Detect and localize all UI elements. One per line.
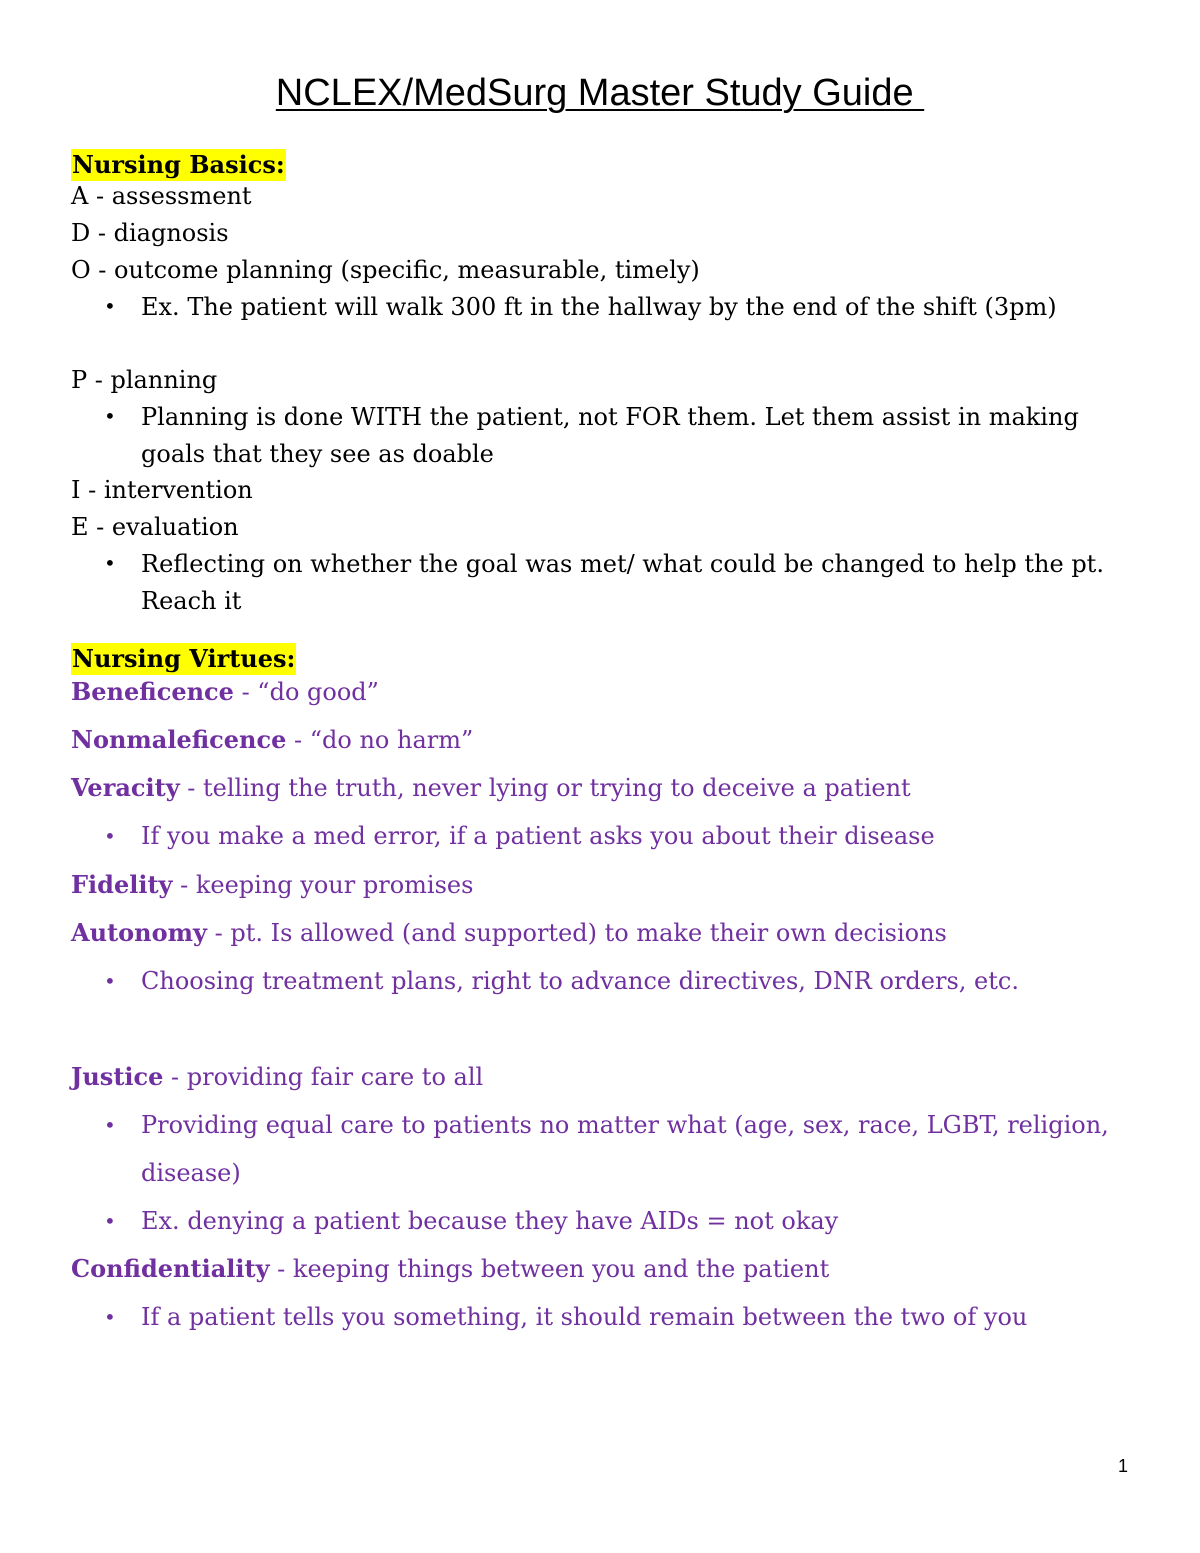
adpie-line-evaluation: E - evaluation (71, 513, 239, 541)
virtue-definition: - keeping things between you and the patient (269, 1255, 830, 1283)
virtue-justice (71, 1060, 483, 1094)
virtue-fidelity (71, 868, 473, 902)
virtue-definition: - keeping your promises (172, 871, 474, 899)
virtue-definition: - “do no harm” (286, 726, 474, 754)
bullet-text-veracity-example: If you make a med error, if a patient asks you about their disease (141, 822, 935, 850)
bullet-icon: • (104, 551, 116, 575)
virtue-term: Autonomy (71, 918, 207, 947)
virtue-veracity (71, 771, 911, 805)
virtue-definition: - pt. Is allowed (and supported) to make their own decisions (206, 919, 947, 947)
page-number: 1 (1118, 1456, 1129, 1476)
virtue-term: Beneficence (71, 677, 234, 706)
bullet-text-autonomy-example: Choosing treatment plans, right to advance directives, DNR orders, etc. (141, 967, 1019, 995)
bullet-icon: • (104, 1305, 116, 1329)
bullet-icon: • (104, 969, 116, 993)
section-heading-nursing-virtues: Nursing Virtues: (72, 644, 296, 673)
virtue-definition: - telling the truth, never lying or trying to deceive a patient (179, 774, 911, 802)
bullet-icon: • (104, 1113, 116, 1137)
adpie-line-diagnosis: D - diagnosis (71, 219, 229, 247)
bullet-icon: • (104, 404, 116, 428)
bullet-text-justice-counterexample: Ex. denying a patient because they have AIDs = not okay (141, 1207, 839, 1235)
adpie-line-planning: P - planning (71, 366, 218, 394)
virtue-term: Veracity (71, 773, 180, 802)
virtue-term: Fidelity (71, 870, 173, 899)
bullet-text-evaluation-note: Reflecting on whether the goal was met/ what could be changed to help the pt. Reach it (141, 550, 1104, 615)
virtue-term: Nonmaleficence (71, 725, 287, 754)
virtue-term: Confidentiality (71, 1254, 270, 1283)
virtue-confidentiality (71, 1252, 829, 1286)
adpie-line-intervention: I - intervention (71, 476, 253, 504)
virtue-autonomy (71, 916, 947, 950)
virtue-definition: - “do good” (233, 678, 379, 706)
document-title: NCLEX/MedSurg Master Study Guide (275, 72, 925, 114)
bullet-text-justice-example: Providing equal care to patients no matter what (age, sex, race, LGBT, religion, disease) (141, 1111, 1109, 1187)
virtue-beneficence (71, 675, 379, 709)
virtue-nonmaleficence (71, 723, 473, 757)
adpie-line-outcome-planning: O - outcome planning (specific, measurable, timely) (71, 256, 700, 284)
bullet-text-confidentiality-example: If a patient tells you something, it should remain between the two of you (141, 1303, 1028, 1331)
virtue-term: Justice (71, 1062, 164, 1091)
bullet-icon: • (104, 294, 116, 318)
section-heading-nursing-basics: Nursing Basics: (72, 150, 285, 179)
bullet-text-planning-note: Planning is done WITH the patient, not FOR them. Let them assist in making goals that they see as doable (141, 403, 1079, 468)
bullet-icon: • (104, 1209, 116, 1233)
bullet-text-outcome-example: Ex. The patient will walk 300 ft in the hallway by the end of the shift (3pm) (141, 293, 1057, 321)
adpie-line-assessment: A - assessment (71, 182, 252, 210)
bullet-icon: • (104, 824, 116, 848)
virtue-definition: - providing fair care to all (163, 1063, 484, 1091)
